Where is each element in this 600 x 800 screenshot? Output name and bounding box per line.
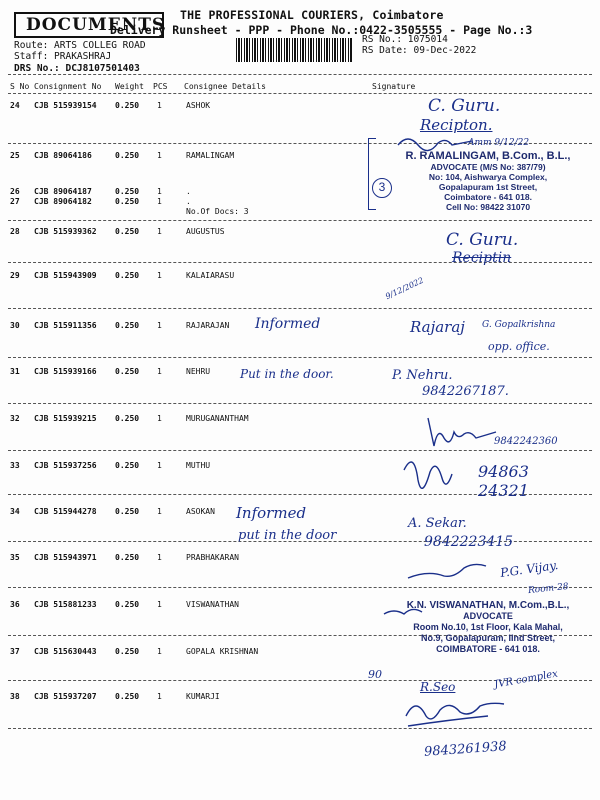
handwritten-phone: 9843261938 xyxy=(423,739,508,760)
row-sno: 33 xyxy=(10,461,20,470)
row-consignee: . xyxy=(186,197,191,206)
row-consignee: GOPALA KRISHNAN xyxy=(186,647,259,656)
row-weight: 0.250 xyxy=(115,600,140,609)
row-sno: 32 xyxy=(10,414,20,423)
handwritten-note: Recipton. xyxy=(420,116,493,134)
row-consignee: VISWANATHAN xyxy=(186,600,239,609)
row-consignee: MURUGANANTHAM xyxy=(186,414,249,423)
row-consignment-no: CJB 515630443 xyxy=(34,647,97,656)
row-consignment-no: CJB 515911356 xyxy=(34,321,97,330)
stamp-line: Cell No: 98422 31070 xyxy=(445,202,531,212)
handwritten-note: Reciptin xyxy=(452,250,512,266)
row-pcs: 1 xyxy=(157,414,162,423)
handwritten-note: Informed xyxy=(255,316,321,332)
row-consignment-no: CJB 515939154 xyxy=(34,101,97,110)
row-consignment-no: CJB 515944278 xyxy=(34,507,97,516)
row-pcs: 1 xyxy=(157,187,162,196)
scribble-row32 xyxy=(428,418,496,446)
row-consignment-no: CJB 515937256 xyxy=(34,461,97,470)
row-consignee: ASHOK xyxy=(186,101,211,110)
row-weight: 0.250 xyxy=(115,414,140,423)
staff-text: Staff: PRAKASHRAJ xyxy=(14,51,112,62)
row-sno: 31 xyxy=(10,367,20,376)
handwritten-note: G. Gopalkrishna xyxy=(482,320,556,330)
row-pcs: 1 xyxy=(157,692,162,701)
stamp-line: COIMBATORE - 641 018. xyxy=(436,644,540,654)
row-pcs: 1 xyxy=(157,101,162,110)
row-pcs: 1 xyxy=(157,271,162,280)
handwritten-phone: 9842223415 xyxy=(424,534,514,550)
row-weight: 0.250 xyxy=(115,507,140,516)
row-weight: 0.250 xyxy=(115,271,140,280)
handwritten-note: C. Guru. xyxy=(428,96,501,116)
handwritten-note: Informed xyxy=(236,504,307,522)
handwritten-signature: A. Sekar. xyxy=(408,516,467,531)
row-consignee: RAMALINGAM xyxy=(186,151,235,160)
circled-number: 3 xyxy=(372,178,392,198)
handwritten-note: 90 xyxy=(368,668,382,681)
row-pcs: 1 xyxy=(157,461,162,470)
stamp-line: Coimbatore - 641 018. xyxy=(444,192,532,202)
row-pcs: 1 xyxy=(157,367,162,376)
row-consignment-no: CJB 515943971 xyxy=(34,553,97,562)
row-sno: 24 xyxy=(10,101,20,110)
row-weight: 0.250 xyxy=(115,151,140,160)
drs-number: DRS No.: DCJ8107501403 xyxy=(14,63,140,74)
handwritten-phone: 9842242360 xyxy=(494,436,558,447)
col-pcs: PCS xyxy=(153,82,168,91)
row-consignee: MUTHU xyxy=(186,461,211,470)
row-sno: 27 xyxy=(10,197,20,206)
row-pcs: 1 xyxy=(157,507,162,516)
col-consignment: Consignment No xyxy=(34,82,102,91)
stamp-name: R. RAMALINGAM, B.Com., B.L., xyxy=(405,150,571,162)
row-pcs: 1 xyxy=(157,197,162,206)
row-pcs: 1 xyxy=(157,647,162,656)
row-consignment-no: CJB 515943909 xyxy=(34,271,97,280)
row-consignment-no: CJB 515881233 xyxy=(34,600,97,609)
row-consignment-no: CJB 515939362 xyxy=(34,227,97,236)
row-consignee: AUGUSTUS xyxy=(186,227,225,236)
no-of-docs: No.Of Docs: 3 xyxy=(186,207,249,216)
row-weight: 0.250 xyxy=(115,321,140,330)
rs-number: RS No.: 1075014 xyxy=(362,34,448,45)
row-consignment-no: CJB 89064182 xyxy=(34,197,92,206)
scribble-row38 xyxy=(406,703,504,719)
row-sno: 26 xyxy=(10,187,20,196)
runsheet-title: Delivery Runsheet - PPP - Phone No.:0422-3505555 - Page No.:3 xyxy=(110,23,533,37)
row-sno: 37 xyxy=(10,647,20,656)
row-weight: 0.250 xyxy=(115,101,140,110)
row-weight: 0.250 xyxy=(115,647,140,656)
route-text: Route: ARTS COLLEG ROAD xyxy=(14,40,146,51)
col-signature: Signature xyxy=(372,82,416,91)
row-sno: 29 xyxy=(10,271,20,280)
handwritten-note: C. Guru. xyxy=(446,230,519,250)
row-consignee: . xyxy=(186,187,191,196)
rs-date: RS Date: 09-Dec-2022 xyxy=(362,45,477,56)
handwritten-phone: 9842267187. xyxy=(422,384,509,399)
row-pcs: 1 xyxy=(157,553,162,562)
handwritten-date: 9/12/2022 xyxy=(384,275,426,302)
handwritten-phone: 94863 24321 xyxy=(478,462,529,500)
row-consignee: ASOKAN xyxy=(186,507,215,516)
row-consignee: PRABHAKARAN xyxy=(186,553,239,562)
col-consignee: Consignee Details xyxy=(184,82,266,91)
scribble-row25 xyxy=(398,139,472,151)
row-consignment-no: CJB 515939215 xyxy=(34,414,97,423)
row-weight: 0.250 xyxy=(115,187,140,196)
row-sno: 28 xyxy=(10,227,20,236)
row-pcs: 1 xyxy=(157,600,162,609)
handwritten-note: P. Nehru. xyxy=(392,368,453,383)
row-sno: 35 xyxy=(10,553,20,562)
row-weight: 0.250 xyxy=(115,553,140,562)
stamp-line: No: 104, Aishwarya Complex, xyxy=(428,172,548,182)
stamp-line: K.N. VISWANATHAN, M.Com.,B.L., xyxy=(406,600,570,611)
row-consignee: NEHRU xyxy=(186,367,211,376)
scribble-row36 xyxy=(384,609,422,614)
row-weight: 0.250 xyxy=(115,367,140,376)
row-pcs: 1 xyxy=(157,151,162,160)
stamp-line: Gopalapuram 1st Street, xyxy=(438,182,538,192)
row-weight: 0.250 xyxy=(115,692,140,701)
handwritten-note: Room-28 xyxy=(527,581,570,597)
row-consignee: KUMARJI xyxy=(186,692,220,701)
scribble-row38b xyxy=(408,716,488,726)
stamp-line: ADVOCATE (M/S No: 387/79) xyxy=(430,162,546,172)
col-weight: Weight xyxy=(115,82,144,91)
company-name: THE PROFESSIONAL COURIERS, Coimbatore xyxy=(180,8,444,22)
row-sno: 34 xyxy=(10,507,20,516)
documents-logo: DOCUMENTS xyxy=(14,12,164,38)
stamp-line: No.9, Gopalapuram, IInd Street, xyxy=(420,633,556,643)
row-sno: 38 xyxy=(10,692,20,701)
row-pcs: 1 xyxy=(157,321,162,330)
handwritten-note: put in the door xyxy=(238,528,337,543)
row-weight: 0.250 xyxy=(115,461,140,470)
handwritten-signature: Rajaraj xyxy=(410,318,465,336)
row-consignee: RAJARAJAN xyxy=(186,321,230,330)
row-weight: 0.250 xyxy=(115,197,140,206)
row-weight: 0.250 xyxy=(115,227,140,236)
handwritten-signature: Amm 9/12/22 xyxy=(468,138,530,148)
scribble-row35 xyxy=(408,564,486,578)
handwritten-note: Put in the door. xyxy=(240,367,334,381)
col-sno: S No xyxy=(10,82,30,91)
stamp-line: Room No.10, 1st Floor, Kala Mahal, xyxy=(413,622,563,632)
scribble-row33 xyxy=(404,462,452,488)
handwritten-note: opp. office. xyxy=(488,340,550,353)
handwritten-note: JVR complex xyxy=(493,668,559,691)
handwritten-note: P.G. Vijay. xyxy=(499,558,560,580)
row-consignment-no: CJB 89064186 xyxy=(34,151,92,160)
row-consignment-no: CJB 89064187 xyxy=(34,187,92,196)
row-consignee: KALAIARASU xyxy=(186,271,235,280)
row-sno: 25 xyxy=(10,151,20,160)
handwritten-note: R.Seo xyxy=(420,680,456,694)
row-consignment-no: CJB 515939166 xyxy=(34,367,97,376)
row-pcs: 1 xyxy=(157,227,162,236)
row-consignment-no: CJB 515937207 xyxy=(34,692,97,701)
row-sno: 30 xyxy=(10,321,20,330)
stamp-line: ADVOCATE xyxy=(463,611,513,621)
row-sno: 36 xyxy=(10,600,20,609)
